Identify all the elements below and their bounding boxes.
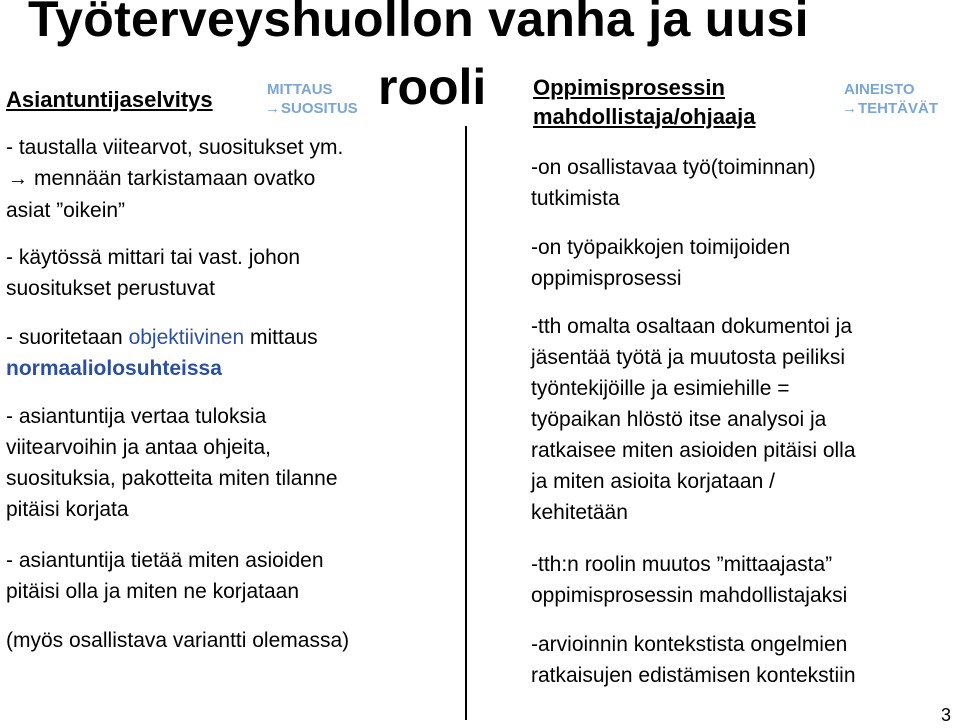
right-tag xyxy=(842,81,938,119)
left-tag-line2: →SUOSITUS xyxy=(265,99,358,117)
slide-title-continued: rooli xyxy=(378,59,487,115)
slide-title: Työterveyshuollon vanha ja uusi xyxy=(28,0,809,47)
left-paragraph-5: - asiantuntija tietää miten asioiden pitäisi olla ja miten ne korjataan xyxy=(6,549,324,603)
left-heading: Asiantuntijaselvitys xyxy=(6,87,213,112)
objective-highlight: objektiivinen xyxy=(128,326,245,349)
left-paragraph-1: - taustalla viitearvot, suositukset ym. → mennään tarkistamaan ovatko asiat ”oikein” xyxy=(6,136,344,222)
normal-conditions-text: normaaliolosuhteissa xyxy=(6,357,222,380)
right-paragraph-1: -on osallistavaa työ(toiminnan) tutkimista xyxy=(531,156,816,210)
left-paragraph-2: - käytössä mittari tai vast. johon suositukset perustuvat xyxy=(6,246,301,300)
left-paragraph-3: - suoritetaan objektiivinen mittaus normaaliolosuhteissa xyxy=(6,322,318,384)
right-paragraph-2: -on työpaikkojen toimijoiden oppimisprosessi xyxy=(531,236,791,290)
left-tag xyxy=(265,81,358,119)
page-number: 3 xyxy=(940,705,951,725)
left-paragraph-4: - asiantuntija vertaa tuloksia viitearvoihin ja antaa ohjeita, suosituksia, pakotteita miten tilanne pitäisi korjata xyxy=(6,405,338,521)
column-divider xyxy=(465,126,467,720)
right-paragraph-5: -arvioinnin kontekstista ongelmien ratkaisujen edistämisen kontekstiin xyxy=(531,633,856,687)
right-heading: Oppimisprosessin mahdollistaja/ohjaaja xyxy=(533,75,756,129)
right-paragraph-4: -tth:n roolin muutos ”mittaajasta” oppimisprosessin mahdollistajaksi xyxy=(531,553,848,607)
right-arrow-icon: → xyxy=(265,99,280,117)
right-arrow-icon: → xyxy=(8,168,28,190)
right-tag-line1: AINEISTO xyxy=(844,81,915,98)
right-tag-line2: →TEHTÄVÄT xyxy=(842,99,938,117)
left-tag-line1: MITTAUS xyxy=(267,81,333,98)
right-paragraph-3: -tth omalta osaltaan dokumentoi ja jäsentää työtä ja muutosta peiliksi työntekijöille ja esimiehille = työpaikan hlöstö itse analysoi ja ratkaisee miten asioiden pitäisi olla ja miten asioita korjataan / kehitetään xyxy=(531,315,856,524)
left-paragraph-6: (myös osallistava variantti olemassa) xyxy=(6,629,350,652)
right-arrow-icon: → xyxy=(842,99,857,117)
